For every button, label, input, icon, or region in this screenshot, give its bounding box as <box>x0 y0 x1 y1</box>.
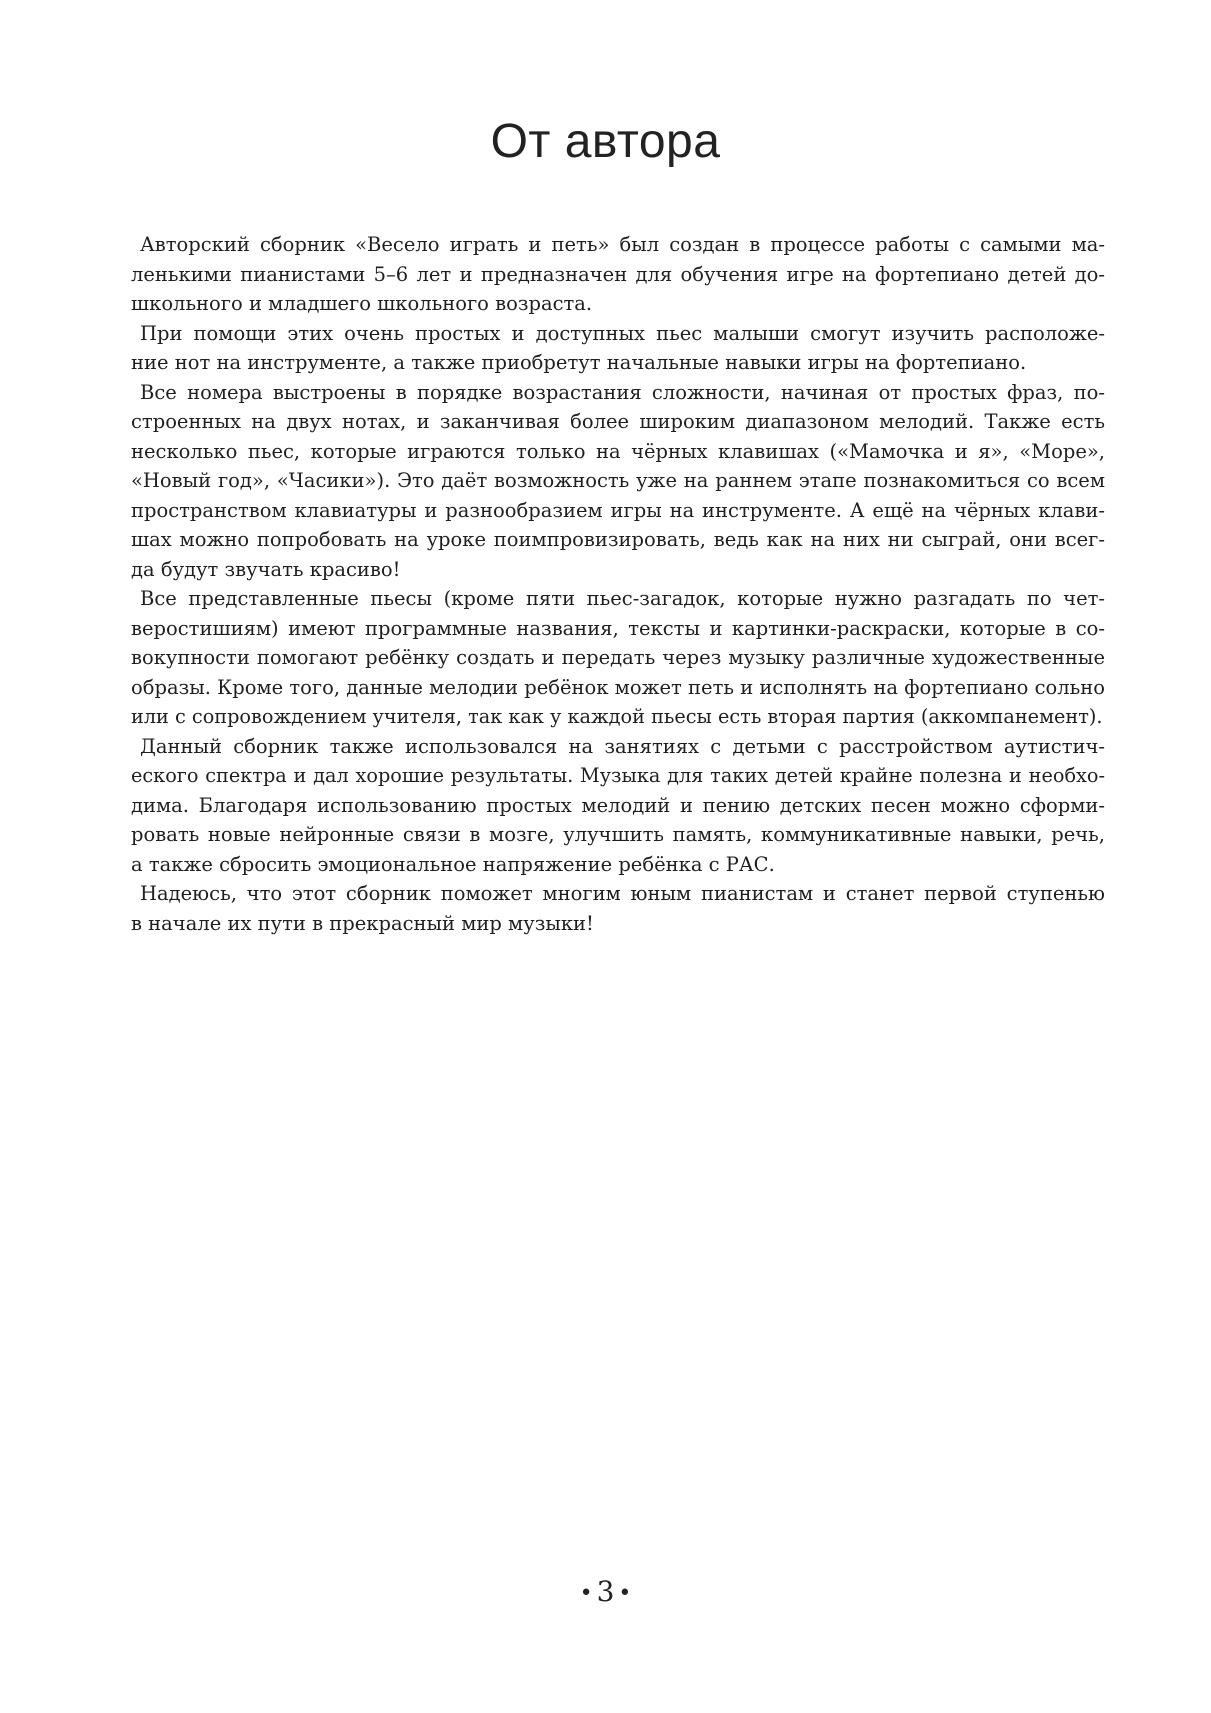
paragraph-line: Авторский сборник «Весело играть и петь» был создан в процессе работы с самыми ма- <box>140 233 1105 256</box>
paragraph-line: ние нот на инструменте, а также приобретут начальные навыки игры на фортепиано. <box>131 351 1027 374</box>
page-number: 3 <box>596 1575 615 1608</box>
paragraph-line: ленькими пианистами 5–6 лет и предназначен для обучения игре на фортепиано детей до- <box>131 262 1105 286</box>
paragraph-line: в начале их пути в прекрасный мир музыки! <box>131 911 594 935</box>
paragraph-line: пространством клавиатуры и разнообразием игры на инструменте. А ещё на чёрных клави- <box>131 498 1105 522</box>
paragraph-line: Надеюсь, что этот сборник поможет многим юным пианистам и станет первой ступенью <box>140 882 1105 905</box>
paragraph-line: ровать новые нейронные связи в мозге, улучшить память, коммуникативные навыки, речь, <box>131 823 1105 846</box>
paragraph-line: шах можно попробовать на уроке поимпровизировать, ведь как на них ни сыграй, они всег- <box>131 528 1105 551</box>
paragraph <box>131 230 1105 319</box>
paragraph-line: веростишиям) имеют программные названия, тексты и картинки-раскраски, которые в со- <box>131 616 1105 640</box>
paragraph-line: строенных на двух нотах, и заканчивая более широким диапазоном мелодий. Также есть <box>131 410 1105 433</box>
paragraph-line: Все представленные пьесы (кроме пяти пьес-загадок, которые нужно разгадать по чет- <box>140 587 1105 610</box>
paragraph-line: еского спектра и дал хорошие результаты. Музыка для таких детей крайне полезна и необхо- <box>131 764 1105 787</box>
paragraph-line: или с сопровождением учителя, так как у каждой пьесы есть вторая партия (аккомпанемент). <box>131 705 1103 728</box>
paragraph-line: «Новый год», «Часики»). Это даёт возможность уже на раннем этапе познакомиться со всем <box>131 469 1105 492</box>
paragraph-line: образы. Кроме того, данные мелодии ребёнок может петь и исполнять на фортепиано сольно <box>131 675 1105 699</box>
paragraph-line: При помощи этих очень простых и доступных пьес малыши смогут изучить расположе- <box>140 321 1105 345</box>
paragraph-line: дима. Благодаря использованию простых мелодий и пению детских песен можно сформи- <box>131 793 1105 817</box>
paragraph-line: Данный сборник также использовался на занятиях с детьми с расстройством аутистич- <box>140 734 1105 758</box>
paragraph-line: несколько пьес, которые играются только на чёрных клавишах («Мамочка и я», «Море», <box>131 439 1105 463</box>
paragraph <box>131 732 1105 880</box>
paragraph-line: а также сбросить эмоциональное напряжение ребёнка с РАС. <box>131 852 775 876</box>
page-number-left-dot: • <box>579 1580 593 1606</box>
paragraph <box>131 584 1105 732</box>
paragraph-line: вокупности помогают ребёнку создать и передать через музыку различные художественные <box>131 646 1105 669</box>
page-number-right-dot: • <box>618 1580 632 1606</box>
paragraph-line: да будут звучать красиво! <box>131 557 401 581</box>
paragraph <box>131 879 1105 938</box>
paragraph-line: школьного и младшего школьного возраста. <box>131 292 593 315</box>
paragraph-line: Все номера выстроены в порядке возрастания сложности, начиная от простых фраз, по- <box>140 380 1105 404</box>
paragraph <box>131 378 1105 585</box>
paragraph <box>131 319 1105 378</box>
page-title: От автора <box>490 115 721 168</box>
page-number-footer <box>0 1574 1211 1612</box>
body-text <box>131 230 1105 938</box>
